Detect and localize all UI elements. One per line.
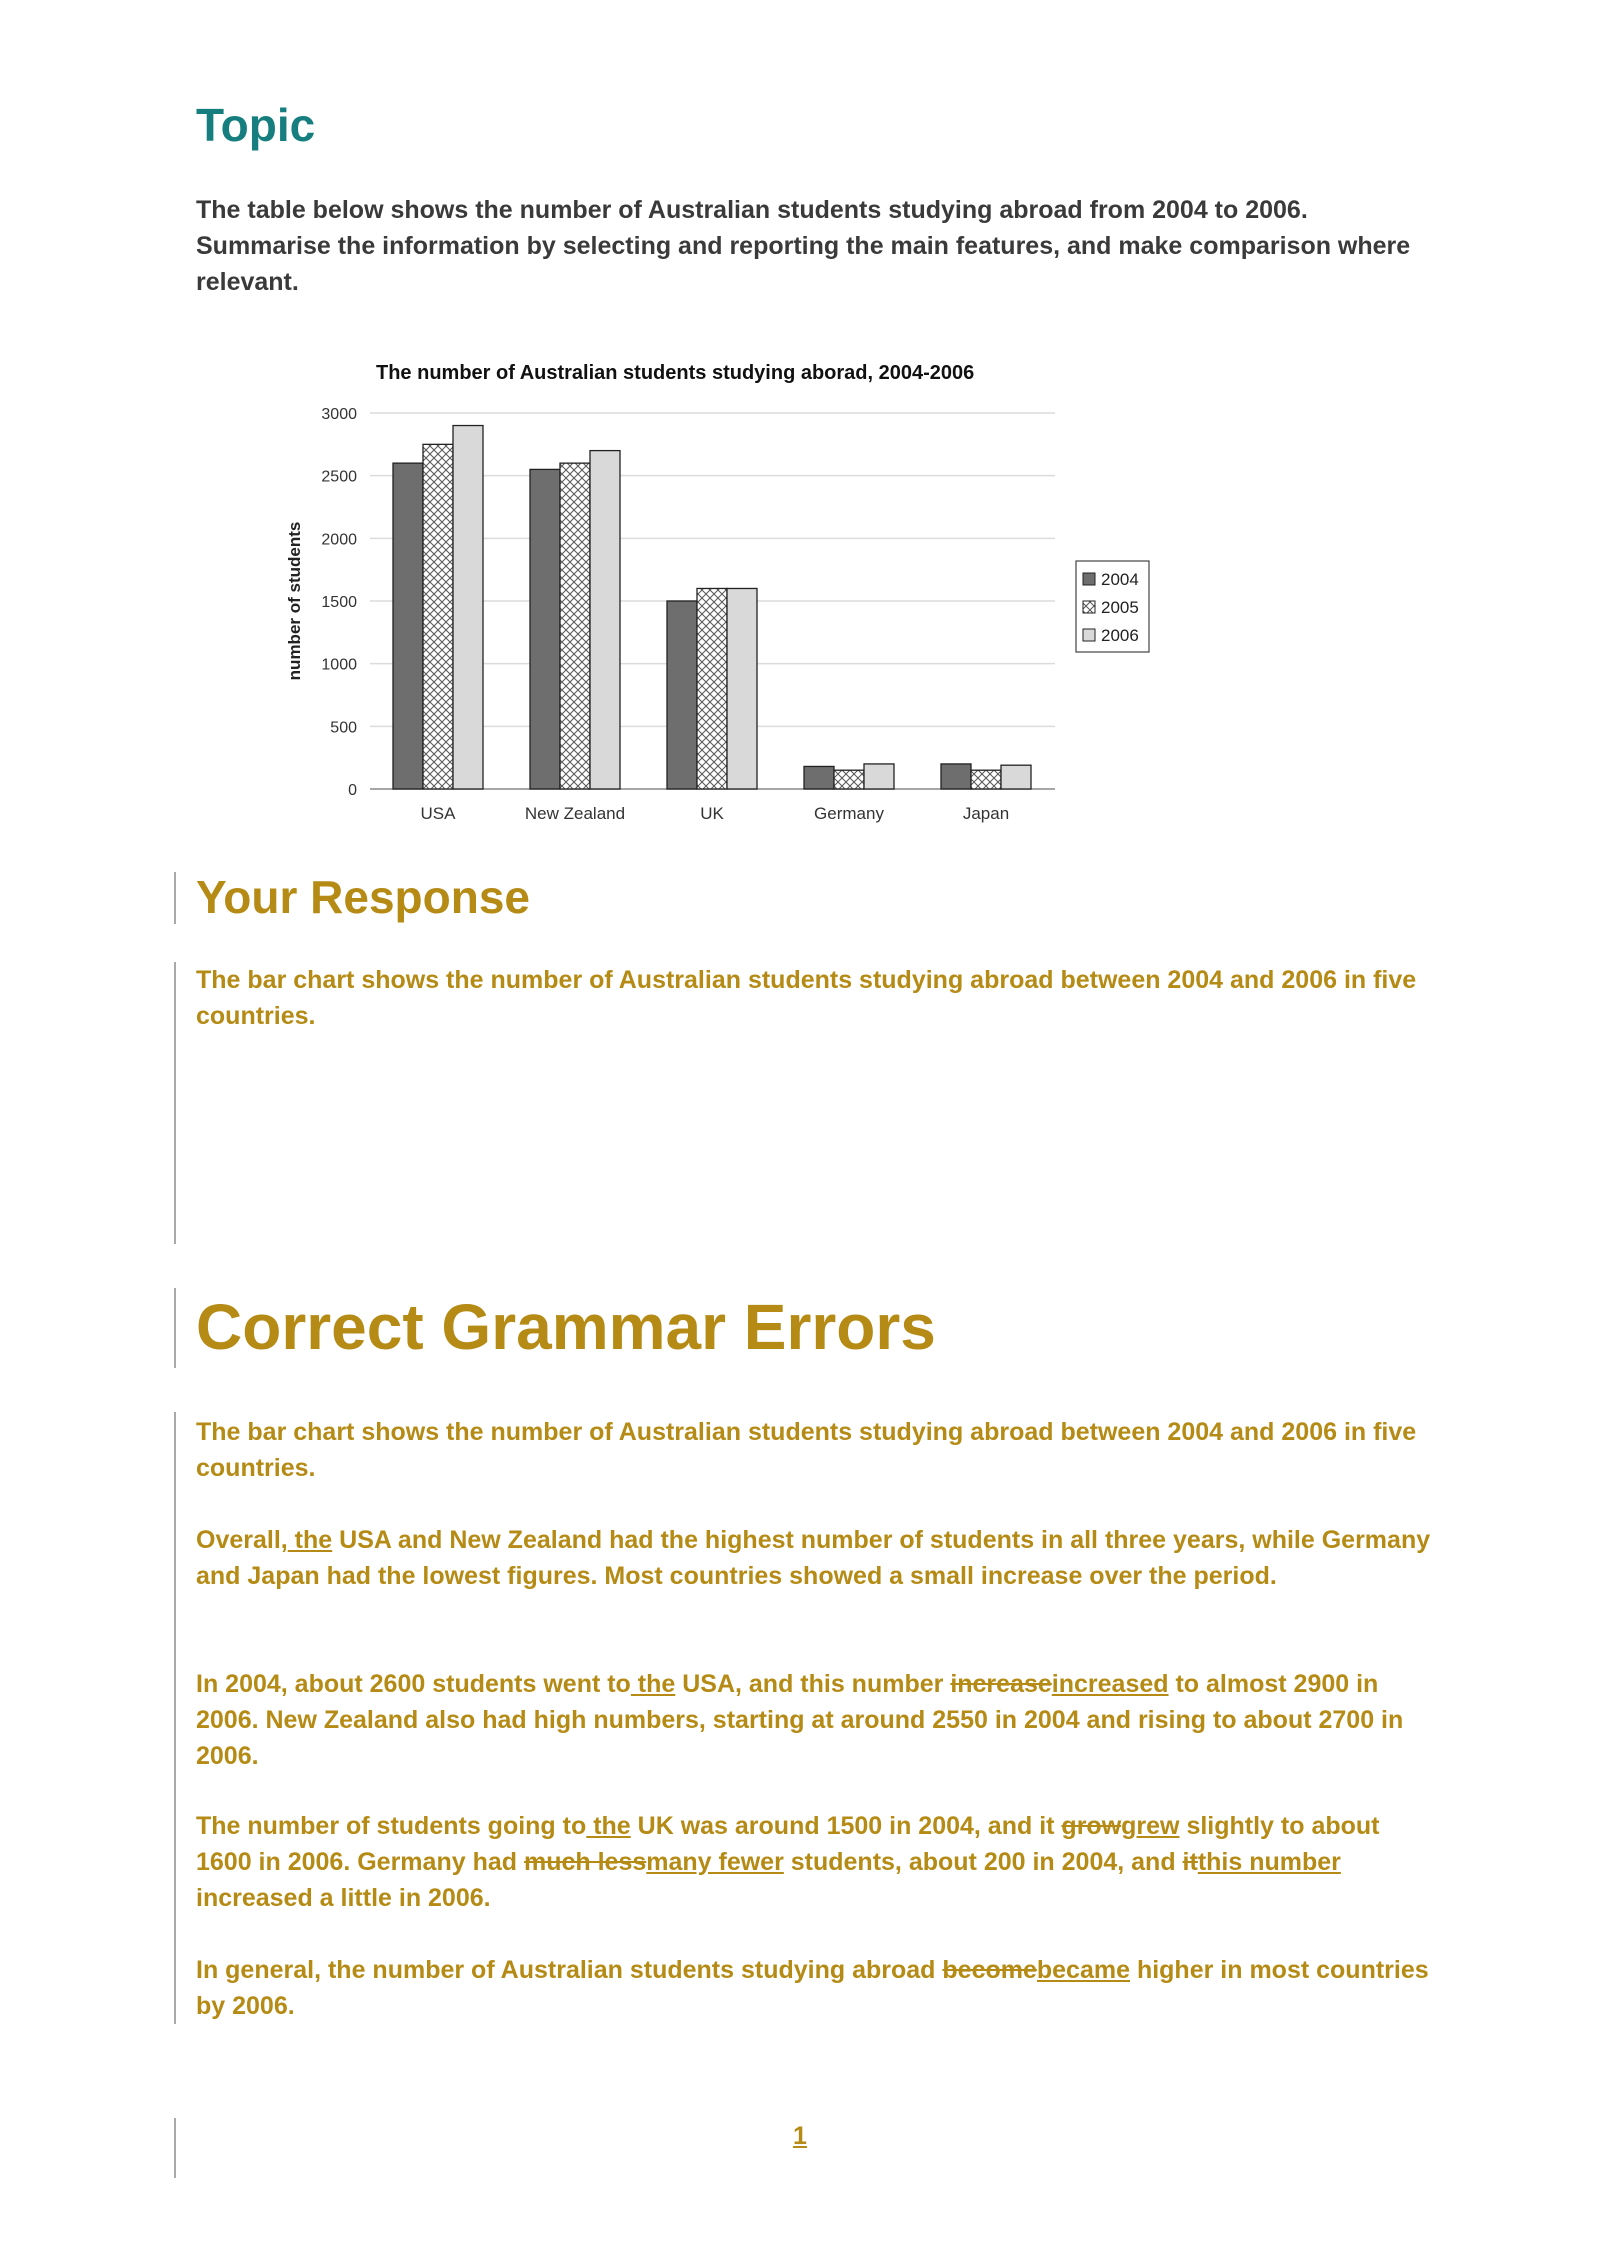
bar-2005 [423, 444, 453, 789]
x-tick-label: USA [420, 804, 456, 823]
bar-2004 [393, 463, 423, 789]
topic-heading: Topic [196, 99, 316, 151]
insertion: , [973, 1812, 981, 1840]
bar-2006 [590, 451, 620, 789]
page-number[interactable]: 1 [793, 2122, 807, 2150]
x-tick-label: UK [700, 804, 724, 823]
insertion: the [287, 1526, 333, 1554]
change-bar [174, 872, 176, 924]
bar-2006 [453, 426, 483, 789]
insertion: the [586, 1812, 631, 1840]
legend-swatch [1083, 601, 1095, 613]
insertion: the [630, 1670, 676, 1698]
bar-2005 [971, 770, 1001, 789]
insertion: became [1036, 1956, 1130, 1984]
y-axis-label: number of students [285, 521, 304, 681]
change-bar [174, 1412, 176, 2024]
x-tick-label: Germany [814, 804, 884, 823]
change-bar [174, 962, 176, 1244]
y-tick-label: 1500 [321, 594, 357, 611]
response-text: The bar chart shows the number of Australian students studying abroad between 2004 and 2006 in five countries. [196, 966, 1417, 1030]
grammar-paragraph-3: In 2004, about 2600 students went to the USA, and this number increaseincreased to almost 2900 in 2006. New Zealand also had high numbers, starting at around 2550 in 2004 and rising to about 2700 in 2006. [196, 1670, 1404, 1770]
x-tick-label: New Zealand [524, 804, 626, 823]
bar-2006 [1001, 765, 1031, 789]
legend-label: 2004 [1101, 570, 1139, 589]
bar-2006 [727, 588, 757, 789]
deletion: grow [1061, 1812, 1122, 1840]
response-heading: Your Response [196, 871, 530, 923]
chart-title: The number of Australian students studying aborad, 2004-2006 [376, 362, 975, 384]
bar-chart [270, 350, 1170, 840]
y-tick-label: 2000 [321, 531, 357, 549]
grammar-paragraph-4: The number of students going to the UK was around 1500 in 2004, and it growgrew slightly to about 1600 in 2006. Germany had much lessmany fewer students, about 200 in 2004, and itthis number increased a little in 2006. [196, 1812, 1380, 1912]
legend-label: 2005 [1101, 598, 1139, 617]
deletion: much less [523, 1848, 647, 1876]
x-tick-label: Japan [962, 804, 1010, 823]
insertion: increased [1051, 1670, 1169, 1698]
insertion: grew [1121, 1812, 1180, 1840]
bar-2005 [697, 588, 727, 789]
grammar-paragraph-5: In general, the number of Australian students studying abroad becomebecame higher in most countries by 2006. [196, 1956, 1429, 2020]
grammar-paragraph-2: Overall, the USA and New Zealand had the highest number of students in all three years, while Germany and Japan had the lowest figures. Most countries showed a small increase over the period. [196, 1526, 1431, 1590]
insertion: many fewer [646, 1848, 784, 1876]
bar-2004 [530, 469, 560, 789]
legend-swatch [1083, 629, 1095, 641]
legend-swatch [1083, 573, 1095, 585]
topic-prompt: The table below shows the number of Australian students studying abroad from 2004 to 2006. Summarise the information by selecting and reporting the main features, and make comparison where relevant. [196, 196, 1411, 296]
insertion: this number [1197, 1848, 1341, 1876]
deletion: it [1182, 1848, 1198, 1876]
bar-2005 [560, 463, 590, 789]
y-tick-label: 500 [330, 719, 357, 737]
bar-2004 [667, 601, 697, 789]
deletion: increase [950, 1670, 1052, 1698]
bar-2005 [834, 770, 864, 789]
y-tick-label: 1000 [321, 656, 357, 674]
y-tick-label: 0 [348, 782, 357, 799]
change-bar [174, 1288, 176, 1368]
deletion: become [942, 1956, 1037, 1984]
bar-2006 [864, 764, 894, 789]
y-tick-label: 3000 [321, 406, 357, 423]
y-tick-label: 2500 [321, 468, 357, 486]
grammar-heading: Correct Grammar Errors [196, 1291, 936, 1363]
grammar-paragraph-1: The bar chart shows the number of Australian students studying abroad between 2004 and 2006 in five countries. [196, 1418, 1417, 1482]
legend-label: 2006 [1101, 626, 1139, 645]
bar-2004 [804, 766, 834, 789]
bar-2004 [941, 764, 971, 789]
